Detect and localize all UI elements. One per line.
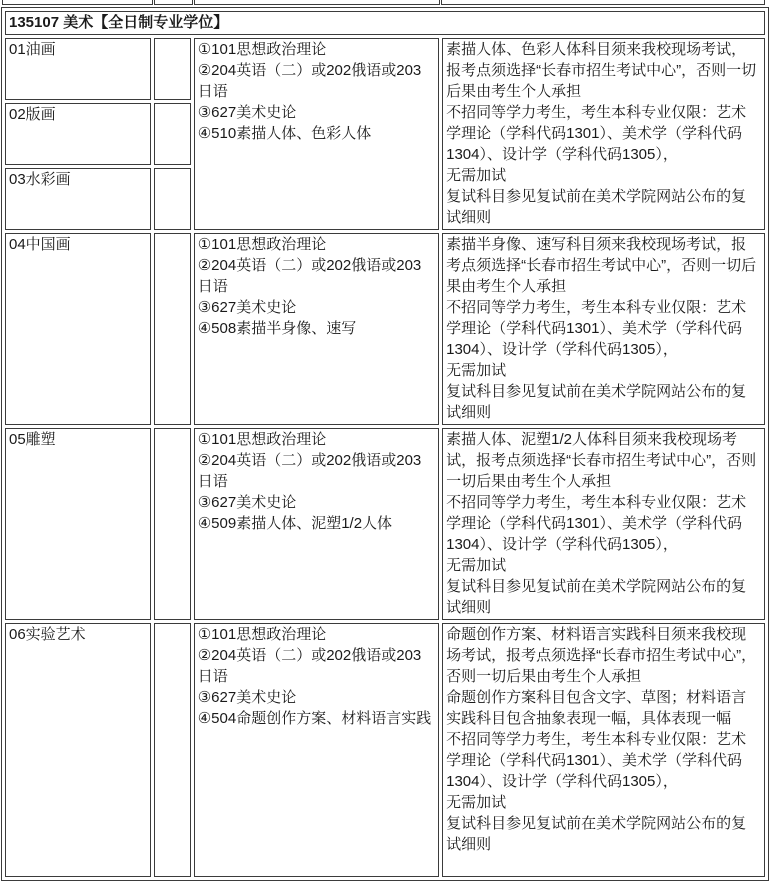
subject-line: ①101思想政治理论 [197, 626, 327, 643]
note-paragraph: 复试科目参见复试前在美术学院网站公布的复试细则 [446, 383, 747, 421]
subject-line: ②204英语（二）或202俄语或203日语 [197, 62, 422, 100]
empty-cell [154, 428, 191, 620]
note-paragraph: 不招同等学力考生，考生本科专业仅限：艺术学理论（学科代码1301）、美术学（学科代码1304）、设计学（学科代码1305）， [446, 731, 747, 790]
previous-row-fragment [0, 0, 769, 5]
note-paragraph: 复试科目参见复试前在美术学院网站公布的复试细则 [446, 188, 747, 226]
empty-cell [154, 168, 191, 230]
note-paragraph: 命题创作方案科目包含文字、草图；材料语言实践科目包含抽象表现一幅，具体表现一幅 [446, 689, 747, 727]
note-paragraph: 复试科目参见复试前在美术学院网站公布的复试细则 [446, 578, 747, 616]
table-row [5, 38, 765, 100]
notes-cell-block2 [442, 233, 765, 425]
note-paragraph: 无需加试 [446, 794, 507, 811]
note-paragraph: 无需加试 [446, 167, 507, 184]
subject-line: ③627美术史论 [197, 104, 297, 121]
section-header: 135107 美术【全日制专业学位】 [5, 11, 765, 35]
program-cell-chinese-painting: 04中国画 [5, 233, 151, 425]
table-row [5, 233, 765, 425]
program-cell-experimental-art: 06实验艺术 [5, 623, 151, 877]
admissions-table [1, 7, 769, 881]
note-paragraph: 无需加试 [446, 557, 507, 574]
note-paragraph: 不招同等学力考生，考生本科专业仅限：艺术学理论（学科代码1301）、美术学（学科代码1304）、设计学（学科代码1305）， [446, 299, 747, 358]
subjects-cell-block1 [194, 38, 439, 230]
subject-line: ④504命题创作方案、材料语言实践 [197, 710, 432, 727]
note-paragraph: 不招同等学力考生，考生本科专业仅限：艺术学理论（学科代码1301）、美术学（学科代码1304）、设计学（学科代码1305）， [446, 494, 747, 553]
previous-row-cell-fragment [441, 0, 765, 5]
subject-line: ②204英语（二）或202俄语或203日语 [197, 452, 422, 490]
note-paragraph: 命题创作方案、材料语言实践科目须来我校现场考试，报考点须选择“长春市招生考试中心”，否则一切后果由考生个人承担 [446, 626, 757, 685]
empty-cell [154, 233, 191, 425]
empty-cell [154, 623, 191, 877]
subjects-cell-block2 [194, 233, 439, 425]
subject-line: ④510素描人体、色彩人体 [197, 125, 372, 142]
subject-line: ④509素描人体、泥塑1/2人体 [197, 515, 393, 532]
program-cell-printmaking: 02版画 [5, 103, 151, 165]
subjects-cell-block3 [194, 428, 439, 620]
note-paragraph: 不招同等学力考生，考生本科专业仅限：艺术学理论（学科代码1301）、美术学（学科代码1304）、设计学（学科代码1305）， [446, 104, 747, 163]
subject-line: ①101思想政治理论 [197, 431, 327, 448]
note-paragraph: 素描人体、泥塑1/2人体科目须来我校现场考试，报考点须选择“长春市招生考试中心”，否则一切后果由考生个人承担 [446, 431, 757, 490]
subject-line: ③627美术史论 [197, 689, 297, 706]
previous-row-cell-fragment [154, 0, 193, 5]
subject-line: ③627美术史论 [197, 494, 297, 511]
subject-line: ③627美术史论 [197, 299, 297, 316]
previous-row-cell-fragment [2, 0, 153, 5]
subjects-cell-block4 [194, 623, 439, 877]
subject-line: ①101思想政治理论 [197, 41, 327, 58]
notes-cell-block3 [442, 428, 765, 620]
empty-cell [154, 103, 191, 165]
table-row [5, 428, 765, 620]
table-row [5, 623, 765, 877]
previous-row-cell-fragment [194, 0, 440, 5]
section-header-row [5, 11, 765, 35]
empty-cell [154, 38, 191, 100]
program-cell-watercolor: 03水彩画 [5, 168, 151, 230]
note-paragraph: 素描人体、色彩人体科目须来我校现场考试，报考点须选择“长春市招生考试中心”，否则一切后果由考生个人承担 [446, 41, 757, 100]
note-paragraph: 素描半身像、速写科目须来我校现场考试，报考点须选择“长春市招生考试中心”，否则一切后果由考生个人承担 [446, 236, 757, 295]
notes-cell-block4 [442, 623, 765, 877]
note-paragraph: 复试科目参见复试前在美术学院网站公布的复试细则 [446, 815, 747, 853]
note-paragraph: 无需加试 [446, 362, 507, 379]
notes-cell-block1 [442, 38, 765, 230]
subject-line: ②204英语（二）或202俄语或203日语 [197, 257, 422, 295]
subject-line: ④508素描半身像、速写 [197, 320, 357, 337]
subject-line: ①101思想政治理论 [197, 236, 327, 253]
program-cell-oil-painting: 01油画 [5, 38, 151, 100]
subject-line: ②204英语（二）或202俄语或203日语 [197, 647, 422, 685]
program-cell-sculpture: 05雕塑 [5, 428, 151, 620]
